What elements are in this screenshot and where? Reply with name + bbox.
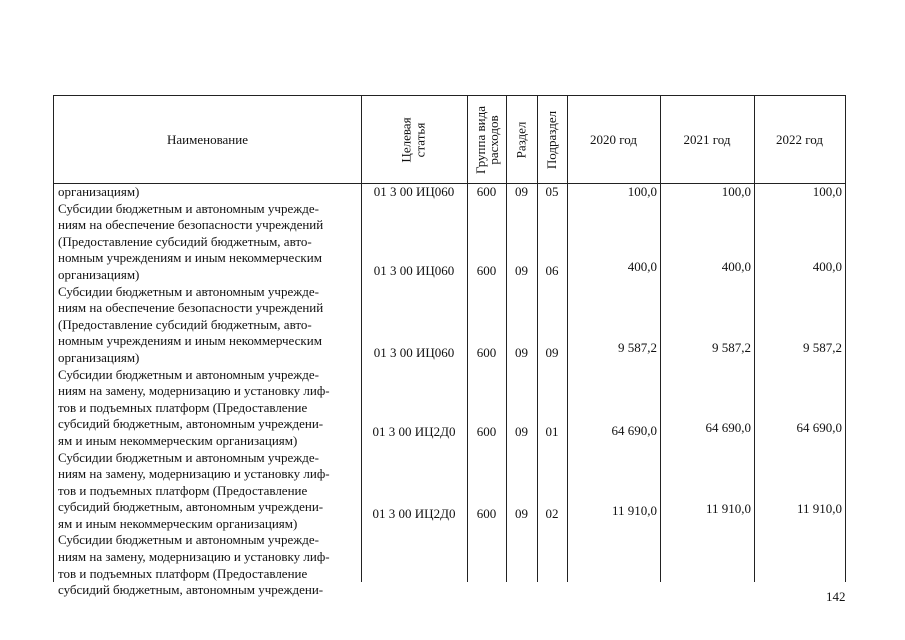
name-line: организациям)	[58, 349, 140, 365]
name-line: ям и иным некоммерческим организациям)	[58, 515, 298, 531]
row-section: 09	[515, 184, 528, 199]
header-section-label: Раздел	[513, 121, 529, 158]
name-line: номным учреждениям и иным некоммерческим	[58, 250, 322, 266]
row-group: 600	[476, 506, 497, 521]
name-line: Субсидии бюджетным и автономным учрежде-	[58, 449, 319, 465]
row-2020: 9 587,2	[618, 340, 657, 355]
row-subsection: 01	[545, 424, 559, 439]
header-name-label: Наименование	[167, 131, 248, 147]
name-line: ям и иным некоммерческим организациям)	[58, 432, 298, 448]
row-2021: 100,0	[721, 184, 751, 199]
name-column	[58, 184, 357, 599]
name-line: субсидий бюджетным, автономным учреждени-	[58, 499, 324, 515]
header-target-label: Целевая статья	[398, 116, 428, 163]
row-subsection: 09	[545, 345, 559, 360]
name-line: (Предоставление субсидий бюджетным, авто-	[58, 233, 312, 249]
header-group	[467, 96, 506, 183]
row-2020: 100,0	[627, 184, 657, 199]
row-section: 09	[515, 263, 528, 278]
header-subsection-label: Подраздел	[544, 110, 560, 169]
col-line	[845, 96, 846, 582]
row-2020: 64 690,0	[611, 423, 657, 438]
name-line: (Предоставление субсидий бюджетным, авто-	[58, 316, 312, 332]
row-2022: 64 690,0	[796, 420, 842, 435]
name-line: тов и подъемных платформ (Предоставление	[58, 482, 308, 498]
header-target	[361, 96, 467, 183]
header-2022	[754, 96, 845, 183]
name-line: номным учреждениям и иным некоммерческим	[58, 333, 322, 349]
row-2021: 400,0	[721, 259, 751, 274]
name-line: ниям на обеспечение безопасности учреждений	[58, 217, 324, 233]
name-line: ниям на замену, модернизацию и установку лиф-	[58, 383, 330, 399]
name-line: тов и подъемных платформ (Предоставление	[58, 565, 308, 581]
row-target: 01 3 00 ИЦ2Д0	[372, 424, 456, 439]
header-2021	[660, 96, 754, 183]
name-line: ниям на обеспечение безопасности учреждений	[58, 300, 324, 316]
row-2020: 400,0	[627, 259, 657, 274]
row-2022: 9 587,2	[803, 340, 842, 355]
header-group-label: Группа вида расходов	[472, 105, 501, 174]
row-2020: 11 910,0	[611, 503, 657, 518]
name-line: субсидий бюджетным, автономным учреждени-	[58, 582, 324, 598]
header-2020-label: 2020 год	[590, 131, 637, 147]
row-2021: 64 690,0	[705, 420, 751, 435]
row-subsection: 05	[545, 184, 559, 199]
name-line: Субсидии бюджетным и автономным учрежде-	[58, 366, 319, 382]
row-target: 01 3 00 ИЦ060	[373, 263, 455, 278]
row-section: 09	[515, 424, 528, 439]
header-section	[506, 96, 537, 183]
header-2022-label: 2022 год	[776, 131, 823, 147]
name-line: ниям на замену, модернизацию и установку лиф-	[58, 466, 330, 482]
row-subsection: 06	[545, 263, 559, 278]
row-group: 600	[476, 345, 497, 360]
row-group: 600	[476, 424, 497, 439]
name-line: субсидий бюджетным, автономным учреждени-	[58, 416, 324, 432]
header-name	[54, 96, 361, 183]
header-2021-label: 2021 год	[683, 131, 731, 147]
row-2021: 11 910,0	[705, 501, 751, 516]
name-line: организациям)	[58, 184, 140, 199]
row-group: 600	[476, 263, 497, 278]
row-target: 01 3 00 ИЦ060	[373, 345, 455, 360]
row-subsection: 02	[545, 506, 559, 521]
row-2022: 400,0	[812, 259, 842, 274]
row-2022: 11 910,0	[796, 501, 842, 516]
name-line: Субсидии бюджетным и автономным учрежде-	[58, 532, 319, 548]
row-2021: 9 587,2	[712, 340, 751, 355]
header-subsection	[537, 96, 567, 183]
row-2022: 100,0	[812, 184, 842, 199]
row-target: 01 3 00 ИЦ2Д0	[372, 506, 456, 521]
row-target: 01 3 00 ИЦ060	[373, 184, 455, 199]
page-number: 142	[826, 589, 846, 604]
name-line: тов и подъемных платформ (Предоставление	[58, 399, 308, 415]
name-line: организациям)	[58, 266, 140, 282]
row-group: 600	[476, 184, 497, 199]
header-2020	[567, 96, 660, 183]
name-line: Субсидии бюджетным и автономным учрежде-	[58, 283, 319, 299]
row-section: 09	[515, 506, 528, 521]
name-line: ниям на замену, модернизацию и установку лиф-	[58, 549, 330, 565]
row-section: 09	[515, 345, 528, 360]
name-line: Субсидии бюджетным и автономным учрежде-	[58, 200, 319, 216]
